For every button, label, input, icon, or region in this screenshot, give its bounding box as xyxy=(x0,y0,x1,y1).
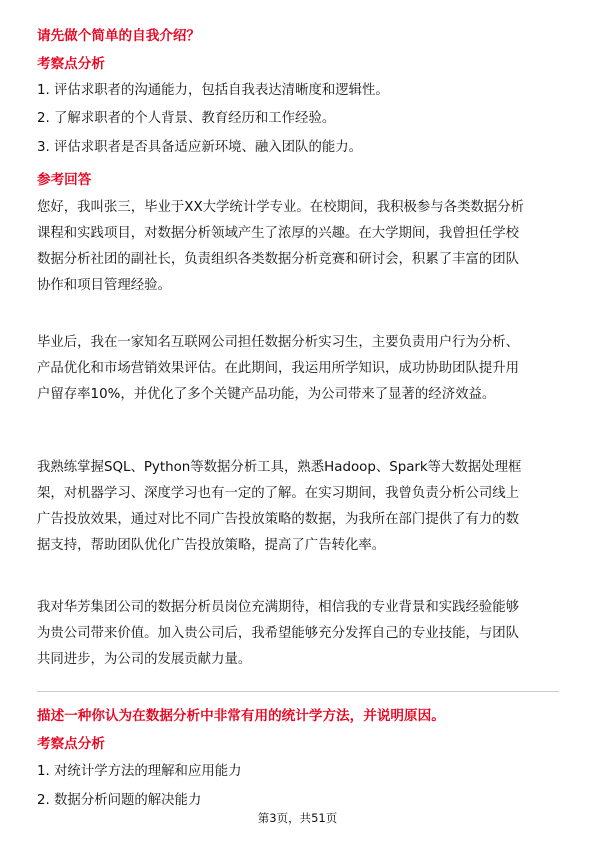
answer-line: 共同进步，为公司的发展贡献力量。 xyxy=(37,652,252,667)
answer-line: 架，对机器学习、深度学习也有一定的了解。在实习期间，我曾负责分析公司线上 xyxy=(37,486,520,501)
section-divider xyxy=(37,691,559,692)
page-number: 第3页，共51页 xyxy=(257,811,338,825)
answer-line: 户留存率10%，并优化了多个关键产品功能，为公司带来了显著的经济效益。 xyxy=(37,387,496,402)
answer-line: 数据分析社团的副社长，负责组织各类数据分析竞赛和研讨会，积累了丰富的团队 xyxy=(37,252,520,267)
answer-line: 毕业后，我在一家知名互联网公司担任数据分析实习生，主要负责用户行为分析、 xyxy=(37,335,520,350)
answer-paragraph-1 xyxy=(37,195,524,299)
q1-point-1: 1. 评估求职者的沟通能力，包括自我表达清晰度和逻辑性。 xyxy=(37,83,389,98)
answer-paragraph-3 xyxy=(37,455,521,559)
q1-points-heading: 考察点分析 xyxy=(37,56,105,72)
q1-point-3: 3. 评估求职者是否具备适应新环境、融入团队的能力。 xyxy=(37,140,363,155)
answer-line: 您好，我叫张三，毕业于XX大学统计学专业。在校期间，我积极参与各类数据分析 xyxy=(37,200,525,215)
answer-paragraph-2 xyxy=(37,330,519,408)
answer-line: 我熟练掌握SQL、Python等数据分析工具，熟悉Hadoop、Spark等大数据处理框 xyxy=(37,460,522,475)
q2-point-2: 2. 数据分析问题的解决能力 xyxy=(37,793,202,808)
answer-line: 我对华芳集团公司的数据分析员岗位充满期待，相信我的专业背景和实践经验能够 xyxy=(37,600,520,615)
question-2-title: 描述一种你认为在数据分析中非常有用的统计学方法，并说明原因。 xyxy=(37,708,445,724)
answer-line: 课程和实践项目，对数据分析领域产生了浓厚的兴趣。在大学期间，我曾担任学校 xyxy=(37,226,520,241)
answer-line: 为贵公司带来价值。加入贵公司后，我希望能够充分发挥自己的专业技能，与团队 xyxy=(37,626,520,641)
question-1-title: 请先做个简单的自我介绍？ xyxy=(37,28,201,44)
answer-line: 协作和项目管理经验。 xyxy=(37,278,171,293)
answer-paragraph-4 xyxy=(37,595,519,673)
q2-points-heading: 考察点分析 xyxy=(37,736,105,752)
answer-line: 据支持，帮助团队优化广告投放策略，提高了广告转化率。 xyxy=(37,538,386,553)
answer-line: 产品优化和市场营销效果评估。在此期间，我运用所学知识，成功协助团队提升用 xyxy=(37,361,520,376)
q2-point-1: 1. 对统计学方法的理解和应用能力 xyxy=(37,764,242,779)
q1-point-2: 2. 了解求职者的个人背景、教育经历和工作经验。 xyxy=(37,111,336,126)
answer-line: 广告投放效果，通过对比不同广告投放策略的数据，为我所在部门提供了有力的数 xyxy=(37,512,520,527)
q1-answer-heading: 参考回答 xyxy=(37,172,92,188)
